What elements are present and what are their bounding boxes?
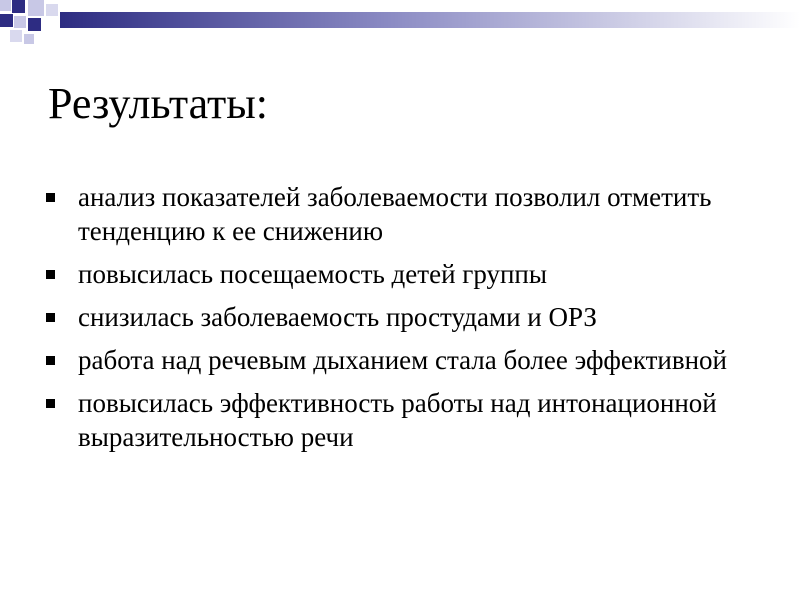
bullet-text: повысилась посещаемость детей группы	[78, 259, 548, 289]
header-gradient-bar	[0, 0, 800, 40]
bullet-list	[46, 180, 766, 463]
square-bullet-icon	[46, 270, 55, 279]
bullet-item	[46, 386, 766, 454]
square-bullet-icon	[46, 193, 55, 202]
square-bullet-icon	[46, 399, 55, 408]
bullet-text: анализ показателей заболеваемости позволил отметить тенденцию к ее снижению	[78, 182, 712, 246]
bullet-text: повысилась эффективность работы над интонационной выразительностью речи	[78, 388, 717, 452]
bullet-text: работа над речевым дыханием стала более эффективной	[78, 345, 727, 375]
square-bullet-icon	[46, 313, 55, 322]
bullet-item	[46, 180, 766, 248]
slide-title: Результаты:	[48, 79, 268, 128]
square-bullet-icon	[46, 356, 55, 365]
bullet-text: снизилась заболеваемость простудами и ОРЗ	[78, 302, 597, 332]
bullet-item	[46, 343, 766, 377]
corner-squares-decoration	[0, 0, 60, 50]
bullet-item	[46, 300, 766, 334]
bullet-item	[46, 257, 766, 291]
